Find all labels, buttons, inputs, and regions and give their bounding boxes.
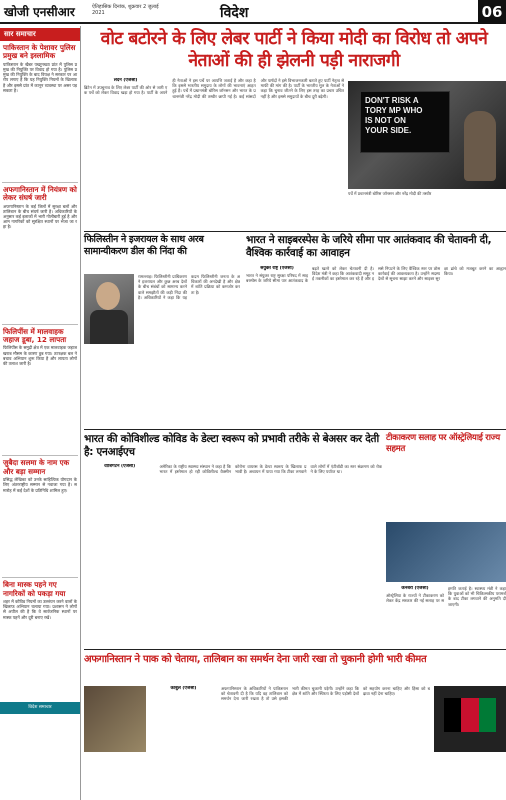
sidebar-item-body: प्रसिद्ध लेखिका को उनके साहित्यिक योगदान के लिए अंतरराष्ट्रीय सम्मान से नवाजा गया है। समारोह में कई देशों के प्रतिनिधि शामिल हुए। [3, 477, 77, 493]
section-title: विदेश [220, 5, 249, 21]
article-byline: काबुल (एजेंसी) [170, 686, 197, 691]
article-photo [84, 274, 134, 344]
person-figure [464, 111, 496, 181]
lead-photo [348, 81, 506, 189]
article-text: अफगानिस्तान के अधिकारियों ने पाकिस्तान को चेतावनी दी है कि यदि वह तालिबान को समर्थन देना जारी रखता है तो उसे इसकी भारी कीमत चुकानी पड़ेगी। उन्होंने कहा कि क्षेत्र में शांति और स्थिरता के लिए पड़ोसी देशों को सहयोग करना चाहिए और हिंसा को बढ़ावा नहीं देना चाहिए। [221, 686, 430, 702]
person-body [90, 310, 128, 344]
article-byline: कैनबरा (एजेंसी) [401, 586, 429, 591]
article-body [150, 686, 430, 798]
article-text: अमेरिका के राष्ट्रीय स्वास्थ्य संस्थान ने कहा है कि भारत में इस्तेमाल हो रही कोविशील्ड वैक्सीन कोरोना वायरस के डेल्टा स्वरूप के खिलाफ प्रभावी है। अध्ययन में पाया गया कि टीका लगवाने वाले लोगों में एंटीबॉडी का स्तर संक्रमण को रोकने के लिए पर्याप्त था। [159, 464, 382, 475]
sidebar-item-title: पाकिस्तान के पेशावर पुलिस प्रमुख बने इस्लामिक [3, 43, 76, 61]
page-header [0, 0, 506, 24]
page-number: 06 [478, 0, 506, 24]
article-text: ब्रिटेन में उपचुनाव के लिए लेबर पार्टी की ओर से जारी एक पर्चे को लेकर विवाद खड़ा हो गया है। पार्टी के अपने ही नेताओं ने इस पर्चे पर आपत्ति जताई है और कहा है कि इससे भारतीय समुदाय के लोगों की भावनाएं आहत हुई हैं। पर्चे में प्रधानमंत्री बोरिस जॉनसन और भारत के प्रधानमंत्री नरेंद्र मोदी की तस्वीर छापी गई है। कई सांसदों और पार्षदों ने इसे विभाजनकारी बताते हुए पार्टी नेतृत्व से माफी की मांग की है। पार्टी के भारतीय मूल के नेताओं ने कहा कि चुनाव जीतने के लिए इस तरह का प्रचार उचित नहीं है और इससे समुदायों के बीच दूरी बढ़ेगी। [84, 78, 344, 99]
divider [2, 577, 78, 578]
article-byline: वाशिंगटन (एजेंसी) [104, 464, 136, 469]
person-face [96, 282, 120, 310]
sidebar-item-title: जुबैदा सलमा के नाम एक और बड़ा सम्मान [3, 458, 70, 476]
divider [84, 649, 506, 650]
divider [2, 455, 78, 456]
sidebar-item-title: बिना मास्क पहने गए नागरिकों को पकड़ा गया [3, 580, 66, 598]
divider [84, 231, 506, 232]
sidebar-item-body: फिलिपींस के समुद्री क्षेत्र में एक मालवाहक जहाज खराब मौसम के कारण डूब गया। तटरक्षक बल ने बचाव अभियान शुरू किया है और लापता लोगों की तलाश जारी है। [3, 345, 77, 367]
leaflet-line: YOUR SIDE. [365, 126, 412, 135]
divider [84, 429, 506, 430]
article-byline: संयुक्त राष्ट्र (एजेंसी) [260, 266, 294, 271]
photo-caption: पर्चे में प्रधानमंत्री बोरिस जॉनसन और नरेंद्र मोदी की तस्वीर [348, 191, 432, 196]
masthead: खोजी एनसीआर [4, 5, 75, 19]
article-text: भारत ने संयुक्त राष्ट्र सुरक्षा परिषद में साइबरस्पेस के जरिये सीमा पार आतंकवाद के बढ़ते खतरे को लेकर चेतावनी दी है। विदेश मंत्री ने कहा कि आतंकवादी समूह नई तकनीकों का इस्तेमाल कर रहे हैं और इससे निपटने के लिए वैश्विक स्तर पर ठोस कार्रवाई की आवश्यकता है। उन्होंने सदस्य देशों से सूचना साझा करने और साइबर सुरक्षा ढांचे को मजबूत करने का आह्वान किया। [246, 266, 506, 284]
leaflet-line: DON'T RISK A [365, 96, 419, 105]
leaflet-line: TORY MP WHO [365, 106, 423, 115]
article-body: रामल्लाह। फिलिस्तीनी प्राधिकरण ने इजरायल और कुछ अरब देशों के बीच संबंधों को सामान्य करने वाले समझौतों की कड़ी निंदा की है। अधिकारियों ने कहा कि यह कदम फिलिस्तीनी जनता के अधिकारों की अनदेखी है और क्षेत्र में शांति प्रक्रिया को कमजोर करता है। [138, 274, 240, 300]
sidebar-band: विदेश समाचार [0, 702, 80, 714]
article-headline: भारत की कोविशील्ड कोविड के डेल्टा स्वरूप को प्रभावी तरीके से बेअसर कर देती है: एनआईएच [84, 433, 379, 458]
lead-article-body [84, 78, 344, 226]
article-photo [386, 522, 506, 582]
flag-icon [444, 698, 496, 732]
sidebar-item-body: अफगानिस्तान के कई जिलों में सुरक्षा बलों और तालिबान के बीच संघर्ष जारी है। अधिकारियों के अनुसार कई इलाकों में भारी गोलीबारी हुई है और आम नागरिकों को सुरक्षित स्थानों पर भेजा जा रहा है। [3, 203, 77, 230]
sidebar-item-body: पाकिस्तान के खैबर पख्तूनख्वा प्रांत में पुलिस प्रमुख की नियुक्ति पर विवाद हो गया है। पुलिस प्रमुख की नियुक्ति के बाद विपक्ष ने सरकार पर आरोप लगाए हैं कि यह नियुक्ति नियमों के खिलाफ है और इससे प्रांत में कानून व्यवस्था पर असर पड़ सकता है। [3, 61, 77, 93]
sidebar-item-title: फिलिपींस में मालवाहक जहाज डूबा, 12 लापता [3, 326, 67, 345]
article-byline: लंदन (एजेंसी) [113, 78, 138, 83]
article-body [386, 586, 506, 644]
lead-headline: वोट बटोरने के लिए लेबर पार्टी ने किया मोदी का विरोध तो अपने नेताओं की ही झेलनी पड़ी नाराजगी [100, 29, 488, 71]
leaflet-line: IS NOT ON [365, 116, 406, 125]
article-headline: टीकाकरण सलाह पर ऑस्ट्रेलियाई राज्य सहमत [386, 433, 500, 454]
divider [2, 324, 78, 325]
article-text: ऑस्ट्रेलिया के राज्यों ने टीकाकरण को लेकर केंद्र सरकार की नई सलाह पर सहमति जताई है। स्वास्थ्य मंत्री ने कहा कि युवाओं को भी चिकित्सकीय परामर्श के बाद टीका लगवाने की अनुमति दी जाएगी। [386, 586, 506, 607]
afghanistan-flag-photo [434, 686, 506, 752]
sidebar-item-body: शहर में कोविड नियमों का उल्लंघन करने वालों के खिलाफ अभियान चलाया गया। प्रशासन ने लोगों से अपील की है कि वे सार्वजनिक स्थानों पर मास्क पहनें और दूरी बनाए रखें। [3, 599, 77, 620]
article-body [84, 464, 382, 644]
sidebar-header: सार समाचार [0, 28, 80, 41]
news-sidebar [0, 26, 81, 800]
article-body [246, 266, 506, 424]
article-headline: अफगानिस्तान ने पाक को चेताया, तालिबान का समर्थन देना जारी रखा तो चुकानी होगी भारी कीमत [84, 654, 427, 665]
dateline: ऐतिहासिक दिनांक, शुक्रवार 2 जुलाई 2021 [92, 4, 159, 16]
divider [2, 182, 78, 183]
article-photo [84, 686, 146, 752]
article-headline: भारत ने साइबरस्पेस के जरिये सीमा पार आतंकवाद की चेतावनी दी, वैश्विक कार्रवाई का आवाहन [246, 234, 492, 259]
article-headline: फिलिस्तीन ने इजरायल के साथ अरब सामान्यीकरण डील की निंदा की [84, 234, 204, 257]
campaign-leaflet [360, 91, 450, 153]
main-content [84, 26, 506, 800]
sidebar-item-title: अफगानिस्तान में नियंत्रण को लेकर संघर्ष जारी [3, 184, 77, 203]
